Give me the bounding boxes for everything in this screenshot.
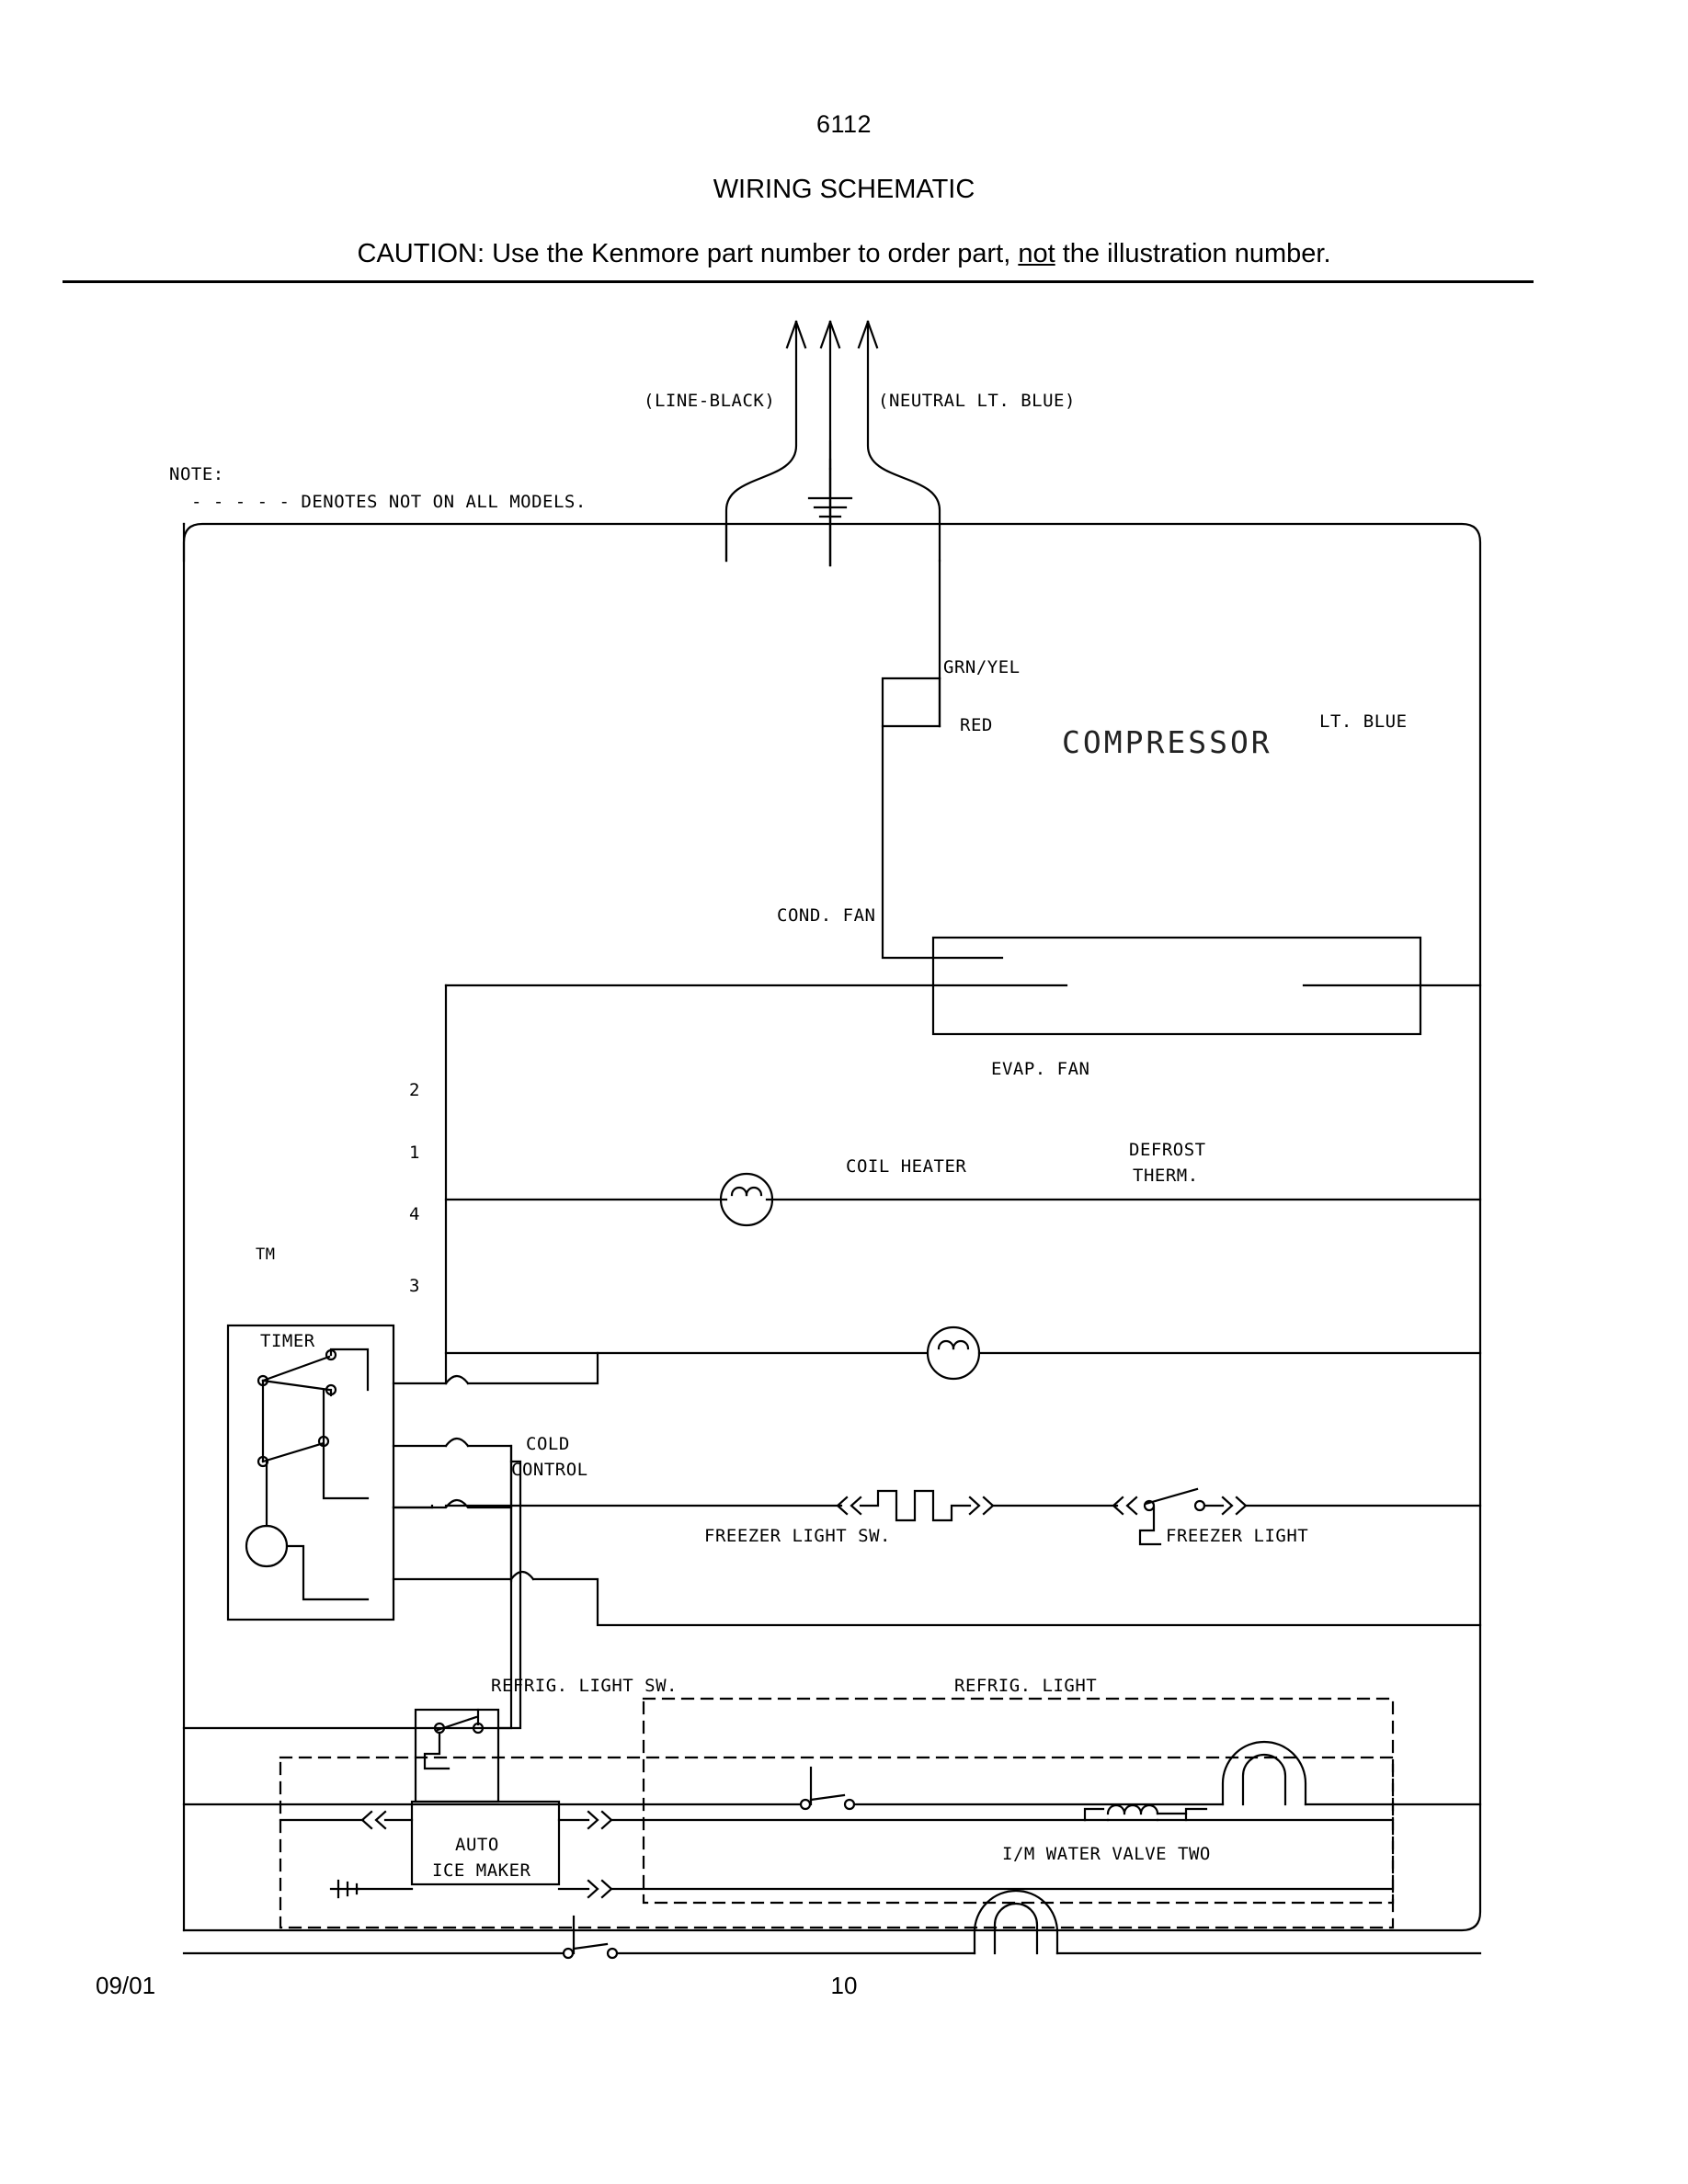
coil-heater-branch: [446, 1489, 1480, 1544]
compressor-red-label: RED: [960, 715, 993, 735]
cond-fan-label: COND. FAN: [777, 905, 876, 926]
supply-line-label: (LINE-BLACK): [644, 391, 776, 411]
footer-date: 09/01: [96, 1972, 156, 1999]
timer-terminal-1: 1: [409, 1143, 420, 1163]
compressor-block: [933, 938, 1420, 1034]
timer-label: TIMER: [260, 1331, 315, 1351]
caution-emphasis: not: [1018, 239, 1055, 268]
compressor-lt-blue-label: LT. BLUE: [1319, 711, 1408, 732]
compressor-grn-yel-label: GRN/YEL: [943, 657, 1021, 677]
icemaker-ground: [331, 1881, 1393, 1897]
supply-leads: [726, 322, 940, 565]
freezer-light-label: FREEZER LIGHT: [1166, 1526, 1309, 1546]
auto-ice-maker-block: [280, 1802, 1085, 1884]
header-divider: [63, 280, 1534, 283]
timer-terminal-4: 4: [409, 1204, 420, 1224]
refrig-light-switch-label: REFRIG. LIGHT SW.: [491, 1676, 678, 1696]
footer-page-number: 10: [830, 1972, 858, 1999]
timer-terminal-2: 2: [409, 1080, 420, 1100]
note-heading: NOTE:: [169, 464, 224, 484]
water-valve-coil: [1085, 1805, 1393, 1820]
icemaker-section: [0, 1710, 1688, 2041]
caution-text-pre: CAUTION: Use the Kenmore part number to order part,: [357, 239, 1019, 268]
note-text: - - - - - DENOTES NOT ON ALL MODELS.: [191, 492, 587, 512]
defrost-therm-label-line1: DEFROST: [1129, 1140, 1206, 1160]
page-model-number: 6112: [815, 110, 873, 138]
page-title: WIRING SCHEMATIC: [713, 175, 975, 204]
compressor-ground-wire: [883, 726, 940, 958]
defrost-therm-label-line2: THERM.: [1133, 1166, 1199, 1186]
supply-neutral-label: (NEUTRAL LT. BLUE): [878, 391, 1076, 411]
compressor-label: COMPRESSOR: [1062, 724, 1272, 760]
timer-terminal-wires: [393, 1353, 1480, 1625]
timer-motor-label: TM: [256, 1246, 276, 1264]
cold-control-label-line1: COLD: [526, 1434, 570, 1454]
auto-ice-maker-label-line1: AUTO: [455, 1835, 499, 1855]
coil-heater-label: COIL HEATER: [846, 1156, 967, 1177]
icemaker-dashed-region: [280, 1757, 1393, 1928]
cold-control-label-line2: CONTROL: [511, 1460, 588, 1480]
evap-fan-branch: [446, 1327, 1480, 1379]
timer-terminal-3: 3: [409, 1276, 420, 1296]
freezer-light-switch-label: FREEZER LIGHT SW.: [704, 1526, 891, 1546]
timer-block: [228, 1325, 393, 1620]
auto-ice-maker-label-line2: ICE MAKER: [432, 1860, 531, 1881]
caution-text-post: the illustration number.: [1055, 239, 1331, 268]
caution-note: [0, 239, 1688, 269]
evap-fan-label: EVAP. FAN: [991, 1059, 1090, 1079]
refrig-light-label: REFRIG. LIGHT: [954, 1676, 1098, 1696]
cond-fan-branch: [446, 1174, 1480, 1225]
water-valve-label: I/M WATER VALVE TWO: [1002, 1844, 1211, 1864]
